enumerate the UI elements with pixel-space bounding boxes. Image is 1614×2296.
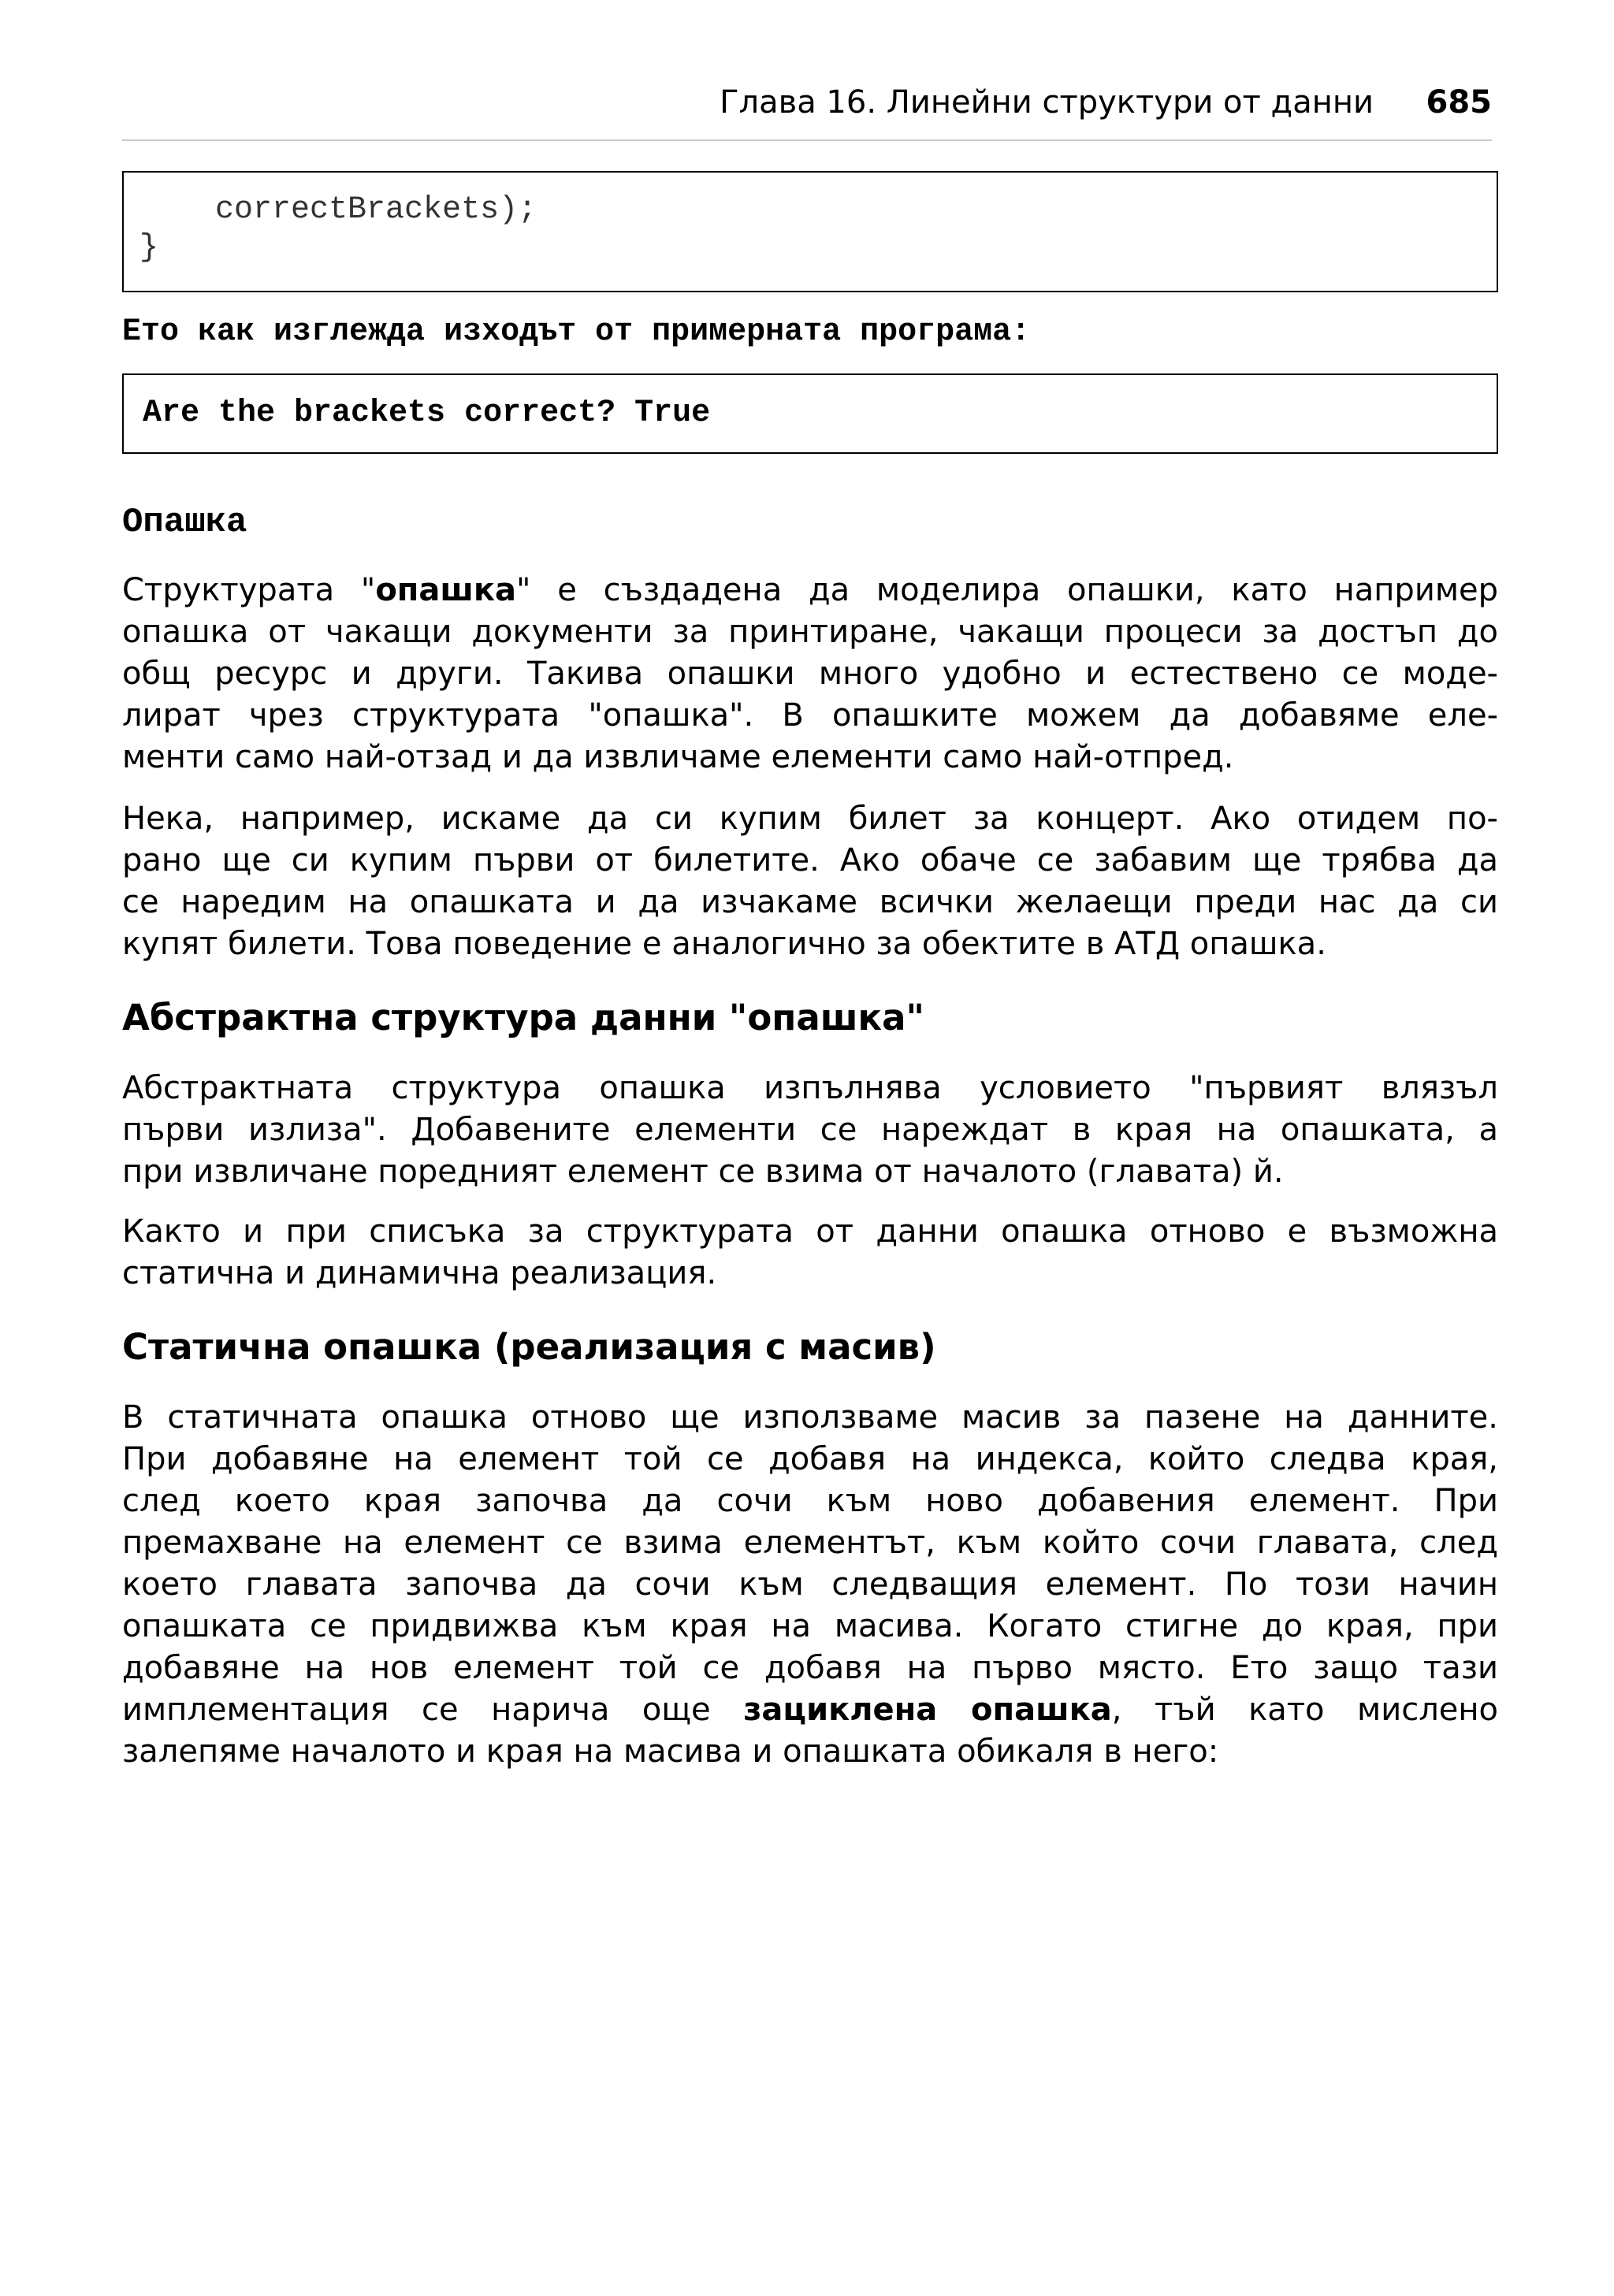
text-line: опашка от чакащи документи за принтиране, чакащи процеси за достъп до <box>122 614 1498 650</box>
output-line: Are the brackets correct? True <box>143 396 711 431</box>
output-intro-text: Ето как изглежда изходът от примерната програма: <box>122 314 1031 350</box>
running-header <box>122 79 1492 126</box>
text-line: първи излиза". Добавените елементи се нареждат в края на опашката, а <box>122 1112 1498 1148</box>
heading-static-queue: Статична опашка (реализация с масив) <box>122 1326 936 1368</box>
text-line: статична и динамична реализация. <box>122 1255 717 1291</box>
header-divider <box>122 139 1492 141</box>
text-line: имплементация се нарича още зациклена опашка, тъй като мислено <box>122 1692 1499 1728</box>
chapter-title: Глава 16. Линейни структури от данни <box>720 84 1374 121</box>
paragraph-queue-intro <box>122 570 1498 778</box>
code-line-2: } <box>139 230 159 266</box>
bold-term-queue: опашка <box>375 572 517 608</box>
code-block <box>122 171 1498 292</box>
code-line-1: correctBrackets); <box>139 192 537 228</box>
text-line: В статичната опашка отново ще използваме масив за пазене на данните. <box>122 1399 1498 1436</box>
paragraph-adt-definition <box>122 1068 1498 1193</box>
page-number: 685 <box>1426 84 1492 121</box>
text-line: опашката се придвижва към края на масива. Когато стигне до края, при <box>122 1608 1498 1644</box>
text-line: купят билети. Това поведение е аналогично за обектите в АТД опашка. <box>122 926 1326 962</box>
text-line: при извличане поредният елемент се взима от началото (главата) й. <box>122 1154 1284 1190</box>
text-line: Структурата "опашка" е създадена да моделира опашки, като например <box>122 572 1498 608</box>
text-line: Нека, например, искаме да си купим билет за концерт. Ако отидем по- <box>122 801 1498 837</box>
text-line: рано ще си купим първи от билетите. Ако обаче се забавим ще трябва да <box>122 842 1498 879</box>
text-line: менти само най-отзад и да извличаме елементи само най-отпред. <box>122 739 1234 775</box>
paragraph-queue-example <box>122 798 1498 965</box>
text-line: премахване на елемент се взима елементът, към който сочи главата, след <box>122 1525 1498 1561</box>
text-line: общ ресурс и други. Такива опашки много удобно и естествено се моде- <box>122 656 1498 692</box>
text-line: залепяме началото и края на масива и опашката обикаля в него: <box>122 1733 1219 1770</box>
bold-term-circular-queue: зациклена опашка <box>743 1692 1112 1728</box>
text-line: добавяне на нов елемент той се добавя на първо място. Ето защо тази <box>122 1650 1498 1686</box>
text-line: което главата започва да сочи към следващия елемент. По този начин <box>122 1566 1498 1603</box>
text-line: При добавяне на елемент той се добавя на индекса, който следва края, <box>122 1441 1498 1477</box>
text-line: след което края започва да сочи към ново добавения елемент. При <box>122 1483 1498 1519</box>
paragraph-adt-implementations <box>122 1211 1498 1295</box>
text-line: лират чрез структурата "опашка". В опашките можем да добавяме еле- <box>122 697 1498 734</box>
heading-queue: Опашка <box>122 503 247 542</box>
text-line: се наредим на опашката и да изчакаме всички желаещи преди нас да си <box>122 884 1498 920</box>
heading-adt-queue: Абстрактна структура данни "опашка" <box>122 997 924 1038</box>
text-line: Както и при списъка за структурата от данни опашка отново е възможна <box>122 1213 1498 1250</box>
text-line: Абстрактната структура опашка изпълнява условието "първият влязъл <box>122 1070 1498 1106</box>
output-block <box>122 373 1498 454</box>
paragraph-static-queue <box>122 1397 1498 1773</box>
